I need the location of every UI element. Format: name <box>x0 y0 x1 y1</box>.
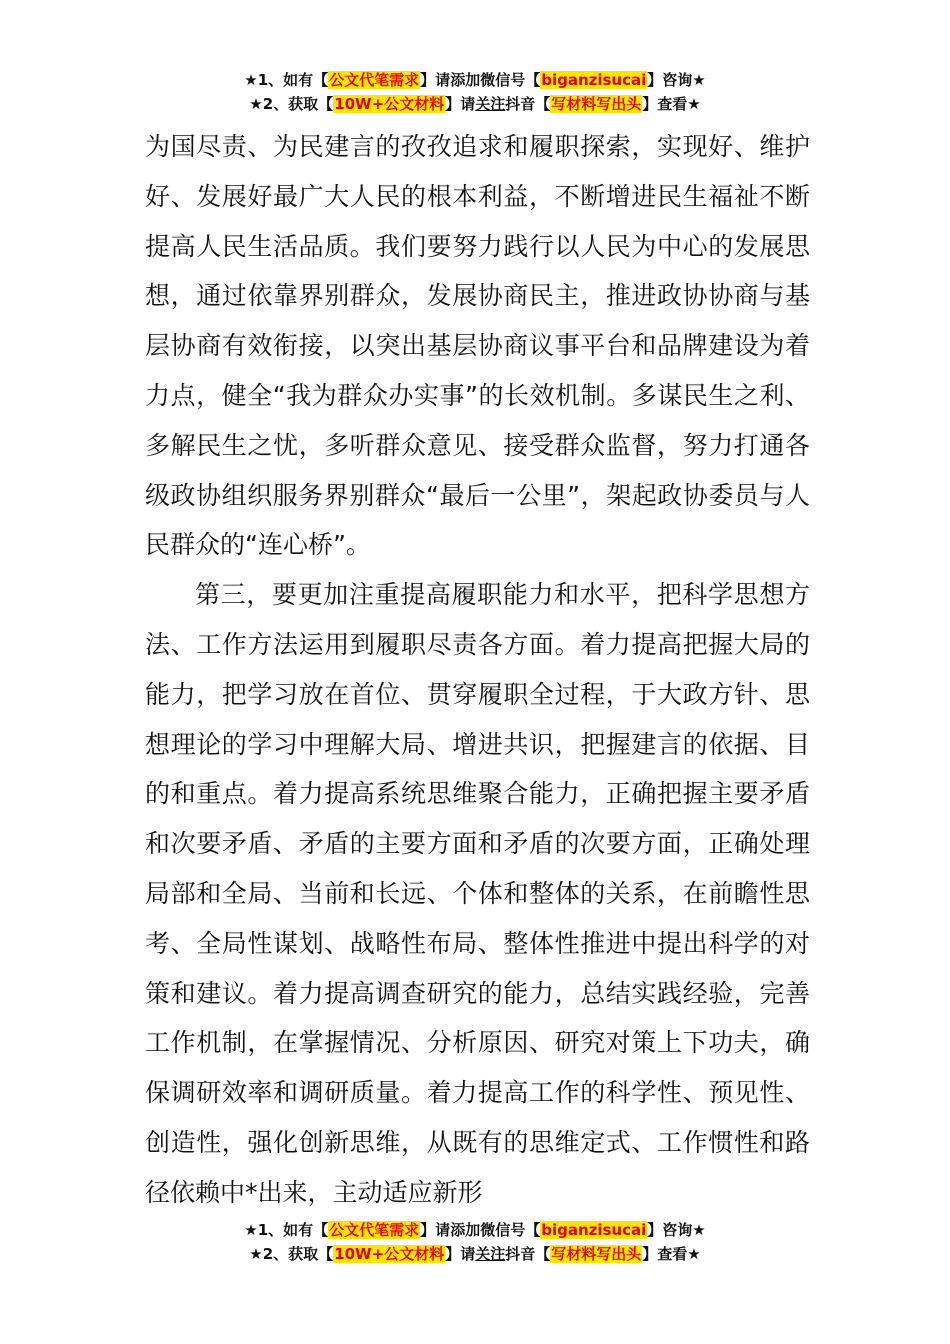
header-line1-prefix: ★1、如有【 <box>244 71 329 89</box>
header-line1-highlight-service: 公文代笔需求 <box>329 71 420 89</box>
header-line-1 <box>0 68 950 92</box>
paragraph-1: 为国尽责、为民建言的孜孜追求和履职探索，实现好、维护好、发展好最广大人民的根本利益，不断增进民生福祉不断提高人民生活品质。我们要努力践行以人民为中心的发展思想，通过依靠界别群众，发展协商民主，推进政协协商与基层协商有效衔接，以突出基层协商议事平台和品牌建设为着力点，健全“我为群众办实事”的长效机制。多谋民生之利、多解民生之忧，多听群众意见、接受群众监督，努力打通各级政协组织服务界别群众“最后一公里”，架起政协委员与人民群众的“连心桥”。 <box>145 132 810 560</box>
footer-line2-mid1: 】请 <box>445 1245 476 1263</box>
footer-line1-mid2: 微信号【 <box>480 1221 541 1239</box>
footer-line1-highlight-service: 公文代笔需求 <box>329 1221 420 1239</box>
header-banner-top <box>0 68 950 116</box>
footer-line1-highlight-wechat: biganzisucai <box>541 1221 647 1239</box>
header-line1-suffix: 】咨询★ <box>647 71 706 89</box>
header-line2-highlight-douyin: 写材料写出头 <box>551 95 642 113</box>
footer-line1-bold: 添加 <box>450 1221 481 1239</box>
footer-line2-prefix: ★2、获取【 <box>249 1245 334 1263</box>
footer-line2-mid2: 抖音【 <box>505 1245 551 1263</box>
header-line2-mid2: 抖音【 <box>505 95 551 113</box>
header-line2-prefix: ★2、获取【 <box>249 95 334 113</box>
header-line2-highlight-materials: 10W+公文材料 <box>334 95 445 113</box>
document-body <box>145 122 810 1218</box>
footer-line1-prefix: ★1、如有【 <box>244 1221 329 1239</box>
paragraph-2: 第三，要更加注重提高履职能力和水平，把科学思想方法、工作方法运用到履职尽责各方面。着力提高把握大局的能力，把学习放在首位、贯穿履职全过程，于大政方针、思想理论的学习中理解大局、增进共识，把握建言的依据、目的和重点。着力提高系统思维聚合能力，正确把握主要矛盾和次要矛盾、矛盾的主要方面和矛盾的次要方面，正确处理局部和全局、当前和长远、个体和整体的关系，在前瞻性思考、全局性谋划、战略性布局、整体性推进中提出科学的对策和建议。着力提高调查研究的能力，总结实践经验，完善工作机制，在掌握情况、分析原因、研究对策上下功夫，确保调研效率和调研质量。着力提高工作的科学性、预见性、创造性，强化创新思维，从既有的思维定式、工作惯性和路径依赖中*出来，主动适应新形 <box>145 580 810 1207</box>
header-line1-mid2: 微信号【 <box>480 71 541 89</box>
header-line1-bold: 添加 <box>450 71 481 89</box>
footer-line2-suffix: 】查看★ <box>642 1245 701 1263</box>
footer-banner-bottom <box>0 1218 950 1266</box>
footer-line1-mid1: 】请 <box>420 1221 451 1239</box>
header-line1-mid1: 】请 <box>420 71 451 89</box>
header-line2-mid1: 】请 <box>445 95 476 113</box>
footer-line-2 <box>0 1242 950 1266</box>
footer-line1-suffix: 】咨询★ <box>647 1221 706 1239</box>
header-line2-suffix: 】查看★ <box>642 95 701 113</box>
header-line-2 <box>0 92 950 116</box>
footer-line2-bold: 关注 <box>475 1245 506 1263</box>
header-line2-bold: 关注 <box>475 95 506 113</box>
footer-line2-highlight-materials: 10W+公文材料 <box>334 1245 445 1263</box>
header-line1-highlight-wechat: biganzisucai <box>541 71 647 89</box>
footer-line-1 <box>0 1218 950 1242</box>
footer-line2-highlight-douyin: 写材料写出头 <box>551 1245 642 1263</box>
